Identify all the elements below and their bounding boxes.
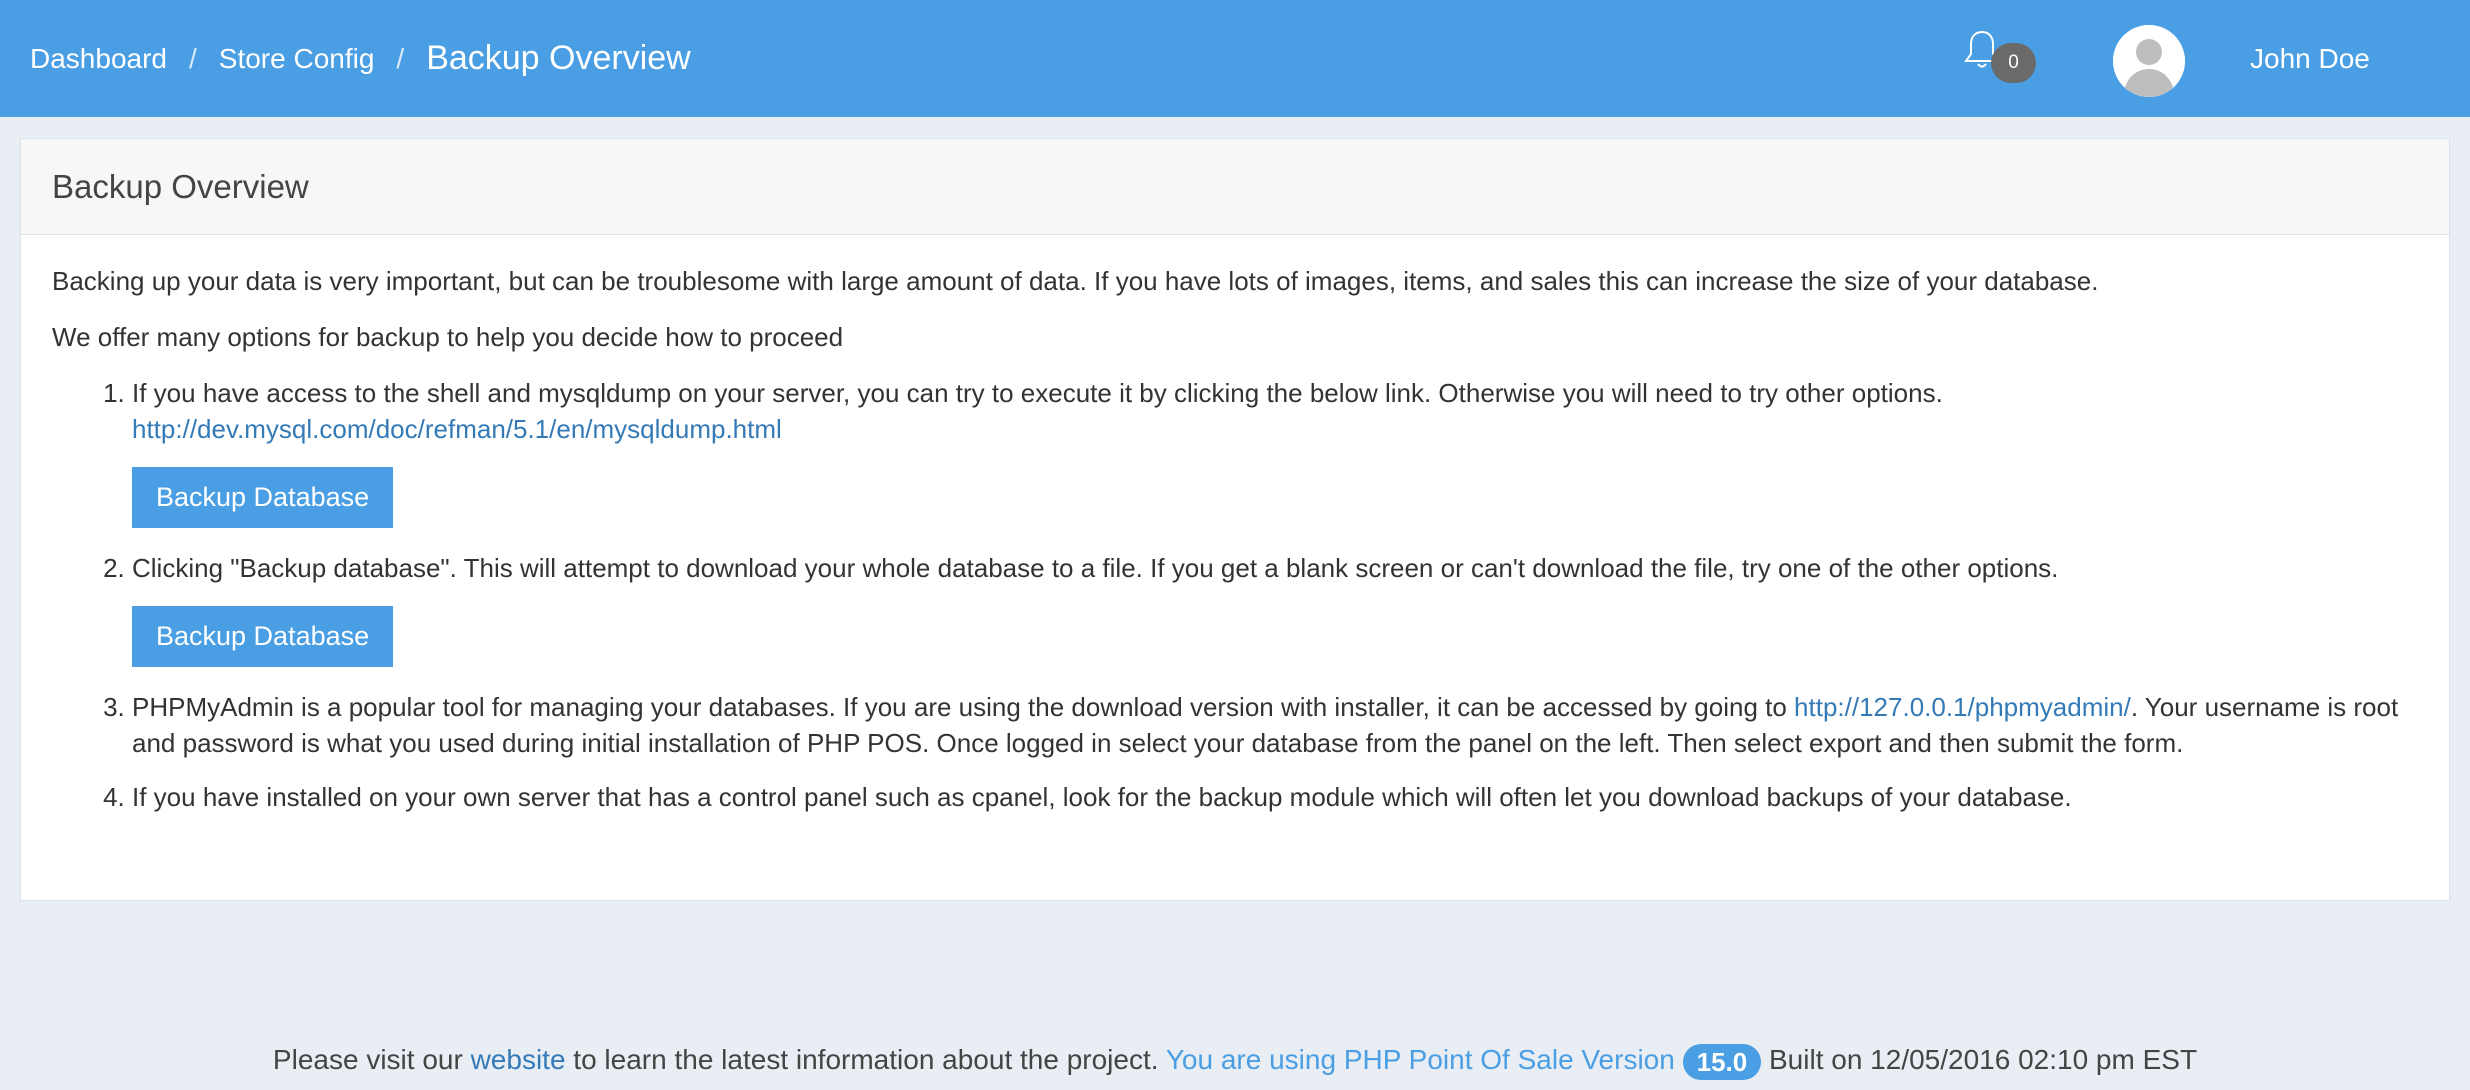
step-4-text: If you have installed on your own server that has a control panel such as cpanel, look for the backup module which will often let you download backups of your database. [132,782,2072,812]
options-intro-text: We offer many options for backup to help you decide how to proceed [52,322,844,352]
user-name[interactable]: John Doe [2250,42,2370,74]
top-navbar [0,0,2470,117]
notification-count-badge: 0 [1991,43,2036,83]
notifications-button[interactable] [1962,26,2032,86]
built-date: Built on 12/05/2016 02:10 pm EST [1769,1044,2198,1075]
phpmyadmin-link[interactable]: http://127.0.0.1/phpmyadmin/ [1794,692,2131,722]
list-item [132,689,2418,761]
intro-text: Backing up your data is very important, but can be troublesome with large amount of data. If you have lots of images, items, and sales this can increase the size of your database. [52,266,2099,296]
website-link[interactable]: website [470,1044,566,1075]
version-badge: 15.0 [1683,1044,1762,1080]
footer [0,1040,2470,1080]
footer-text-before: Please visit our [272,1044,463,1075]
breadcrumb-separator: / [396,42,405,74]
footer-text-after: to learn the latest information about the project. [573,1044,1159,1075]
panel-title: Backup Overview [21,139,2449,235]
step-1-text: If you have access to the shell and mysqldump on your server, you can try to execute it by clicking the below link. Otherwise you will need to try other options. [132,378,1943,408]
step-3-text-before: PHPMyAdmin is a popular tool for managing your databases. If you are using the download version with installer, it can be accessed by going to [132,692,1795,722]
mysqldump-doc-link[interactable]: http://dev.mysql.com/doc/refman/5.1/en/mysqldump.html [132,414,782,444]
list-item [132,550,2418,671]
list-item [132,779,2418,815]
step-3-text-after: . Your username is root and password is what you used during initial installation of PHP POS. Once logged in select your database from the panel on the left. Then select export and then submit the form. [132,692,2399,758]
user-avatar[interactable] [2113,25,2185,97]
panel-body [21,235,2449,815]
version-text: You are using PHP Point Of Sale Version [1165,1044,1675,1075]
breadcrumb-current: Backup Overview [426,39,691,77]
breadcrumb [30,0,691,117]
breadcrumb-separator: / [188,42,197,74]
backup-database-button-1[interactable]: Backup Database [132,467,393,528]
list-item [132,375,2418,532]
backup-database-button-2[interactable]: Backup Database [132,606,393,667]
backup-overview-panel [20,138,2450,901]
avatar-icon [2113,25,2185,97]
step-2-text: Clicking "Backup database". This will attempt to download your whole database to a file. If you get a blank screen or can't download the file, try one of the other options. [132,553,2059,583]
breadcrumb-store-config[interactable]: Store Config [218,42,375,74]
breadcrumb-dashboard[interactable]: Dashboard [30,42,167,74]
backup-options-list [52,375,2418,815]
